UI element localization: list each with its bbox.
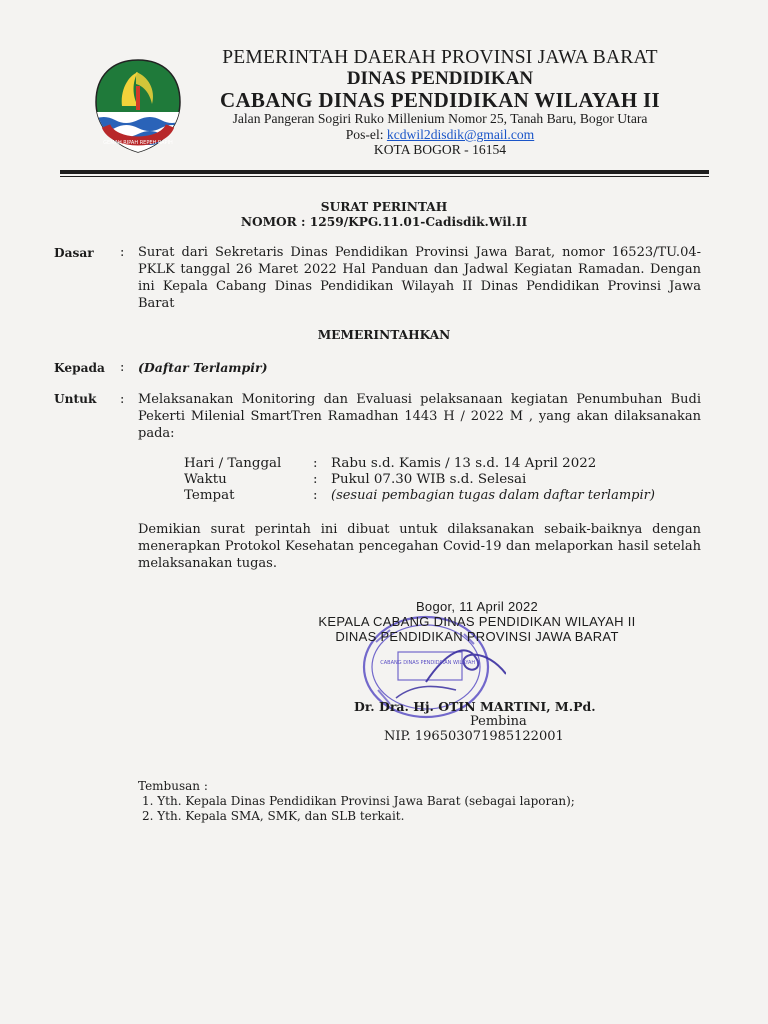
memerintahkan-heading: MEMERINTAHKAN bbox=[317, 328, 451, 342]
header-divider-thick bbox=[60, 170, 709, 174]
detail-label-place: Tempat bbox=[184, 488, 235, 503]
untuk-colon: : bbox=[120, 392, 125, 407]
tembusan-item: 2. Yth. Kepala SMA, SMK, dan SLB terkait. bbox=[142, 809, 405, 823]
signature-position-1: KEPALA CABANG DINAS PENDIDIKAN WILAYAH II bbox=[318, 614, 636, 629]
logo-motto-text: GEMAH RIPAH REPEH RAPIH bbox=[103, 140, 173, 146]
west-java-emblem-logo bbox=[92, 56, 184, 156]
detail-label-date: Hari / Tanggal bbox=[184, 456, 282, 471]
tembusan-item: 1. Yth. Kepala Dinas Pendidikan Provinsi Jawa Barat (sebagai laporan); bbox=[142, 794, 575, 808]
closing-paragraph: Demikian surat perintah ini dibuat untuk dilaksanakan sebaik-baiknya dengan menerapkan Protokol Kesehatan pencegahan Covid-19 dan melaporkan hasil setelah melaksanakan tugas. bbox=[138, 522, 701, 571]
detail-value-time: Pukul 07.30 WIB s.d. Selesai bbox=[331, 472, 527, 487]
letter-title: SURAT PERINTAH bbox=[320, 200, 448, 214]
detail-label-time: Waktu bbox=[184, 472, 227, 487]
signature-position-2: DINAS PENDIDIKAN PROVINSI JAWA BARAT bbox=[335, 629, 619, 644]
header-branch: CABANG DINAS PENDIDIKAN WILAYAH II bbox=[219, 88, 660, 112]
tembusan-title: Tembusan : bbox=[138, 779, 208, 793]
kepada-colon: : bbox=[120, 360, 125, 375]
header-email-line bbox=[190, 127, 690, 143]
header-agency: DINAS PENDIDIKAN bbox=[346, 68, 534, 89]
stamp-text: CABANG DINAS PENDIDIKAN WILAYAH II bbox=[380, 660, 480, 666]
kepada-label: Kepada bbox=[54, 361, 105, 375]
header-divider-thin bbox=[60, 176, 709, 177]
detail-value-place: (sesuai pembagian tugas dalam daftar terlampir) bbox=[331, 488, 655, 503]
untuk-label: Untuk bbox=[54, 392, 97, 406]
header-city: KOTA BOGOR - 16154 bbox=[373, 142, 507, 157]
kepada-text: (Daftar Terlampir) bbox=[138, 360, 268, 375]
signatory-nip: NIP. 196503071985122001 bbox=[384, 729, 564, 744]
detail-colon-place: : bbox=[313, 488, 318, 503]
email-link[interactable]: kcdwil2disdik@gmail.com bbox=[386, 127, 535, 142]
email-label: Pos-el: bbox=[345, 127, 387, 142]
signature-place-date: Bogor, 11 April 2022 bbox=[415, 599, 539, 614]
header-address: Jalan Pangeran Sogiri Ruko Millenium Nomor 25, Tanah Baru, Bogor Utara bbox=[232, 111, 648, 126]
signatory-rank: Pembina bbox=[470, 714, 527, 729]
dasar-label: Dasar bbox=[54, 246, 94, 260]
detail-colon-time: : bbox=[313, 472, 318, 487]
untuk-text: Melaksanakan Monitoring dan Evaluasi pelaksanaan kegiatan Penumbuhan Budi Pekerti Milenial SmartTren Ramadhan 1443 H / 2022 M , yang akan dilaksanakan pada: bbox=[138, 392, 701, 441]
signatory-name: Dr. Dra. Hj. OTIN MARTINI, M.Pd. bbox=[354, 699, 596, 714]
header-government: PEMERINTAH DAERAH PROVINSI JAWA BARAT bbox=[222, 47, 658, 68]
detail-value-date: Rabu s.d. Kamis / 13 s.d. 14 April 2022 bbox=[331, 456, 597, 471]
letter-number: NOMOR : 1259/KPG.11.01-Cadisdik.Wil.II bbox=[240, 215, 528, 229]
dasar-text: Surat dari Sekretaris Dinas Pendidikan Provinsi Jawa Barat, nomor 16523/TU.04-PKLK tanggal 26 Maret 2022 Hal Panduan dan Jadwal Kegiatan Ramadan. Dengan ini Kepala Cabang Dinas Pendidikan Wilayah II Dinas Pendidikan Provinsi Jawa Barat bbox=[138, 245, 701, 311]
detail-colon-date: : bbox=[313, 456, 318, 471]
dasar-colon: : bbox=[120, 245, 125, 260]
